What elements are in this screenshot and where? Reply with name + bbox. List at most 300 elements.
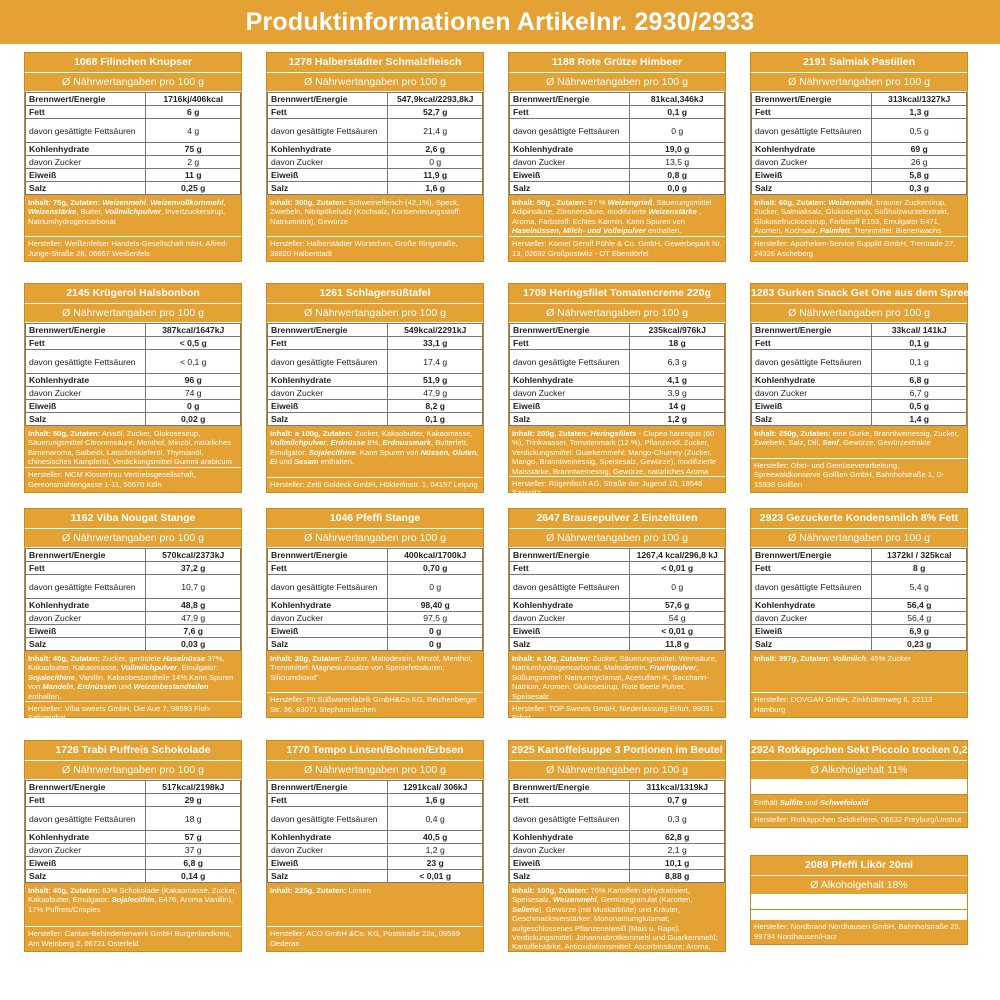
nutrient-label: Fett (268, 337, 388, 350)
nutrient-value: 1,3 g (872, 106, 967, 119)
nutrient-label: davon gesättigte Fettsäuren (752, 575, 872, 599)
nutrition-row (268, 870, 483, 883)
product-card (750, 52, 968, 262)
nutrient-value: 14 g (630, 400, 725, 413)
nutrient-label: davon Zucker (510, 156, 630, 169)
nutrient-value: 47,9 g (388, 387, 483, 400)
nutrient-value: 47,9 g (146, 612, 241, 625)
product-card (266, 283, 484, 493)
nutrient-value: 57,6 g (630, 599, 725, 612)
manufacturer-text: Hersteller: Apotheken-Service Supplitt GmbH, Trentrade 27, 24326 Ascheberg (751, 236, 967, 261)
nutrition-row (268, 807, 483, 831)
nutrition-table (267, 780, 483, 883)
nutrition-row (510, 324, 725, 337)
nutrient-label: Kohlenhydrate (268, 374, 388, 387)
nutrient-value: 81kcal,346kJ (630, 93, 725, 106)
nutrition-row (752, 350, 967, 374)
nutrient-value: 0,25 g (146, 182, 241, 195)
nutrient-value: 0,5 g (872, 400, 967, 413)
product-name: 1261 Schlagersüßtafel (267, 284, 483, 304)
product-name: 1068 Filinchen Knupser (25, 53, 241, 73)
nutrition-row (510, 844, 725, 857)
nutrient-label: Eiweiß (752, 625, 872, 638)
nutrient-value: 4,1 g (630, 374, 725, 387)
nutrient-label: davon gesättigte Fettsäuren (26, 350, 146, 374)
nutrition-table (509, 780, 725, 883)
manufacturer-text: Hersteller: DOVGAN GmbH, Zinkhüttenweg 6, 22113 Hamburg (751, 692, 967, 717)
ingredients-text: Inhalt: 100g, Zutaten: 76% Kartoffeln dehydratisiert, Speisesalz, Weizenmehl, Gemüsegranulat (Karotten, Sellerie), Gewürze (mit Muskatblüte) und Kräuter, Geschmacksverstärker: Mononatriumglutamat; aufgeschlossenes Pflanzeneiweiß (Mais u. Raps), Verdickungsmittel: Johannisbrotkernmehl und Guarkernmehl; Kartoffelstärke, Antioxidationsmittel: Ascorbinsäure; Aroma, Raucharoma. Kann Spuren von Milchbestandteilen enthalten. (512, 886, 718, 971)
nutrient-label: Brennwert/Energie (752, 93, 872, 106)
nutrient-label: Kohlenhydrate (510, 831, 630, 844)
nutrient-label: Eiweiß (268, 857, 388, 870)
nutrient-value: 2,1 g (630, 844, 725, 857)
nutrient-label: Salz (26, 182, 146, 195)
nutrient-label: davon Zucker (26, 387, 146, 400)
nutrient-value: 1716kj/406kcal (146, 93, 241, 106)
nutrient-value: 8,88 g (630, 870, 725, 883)
nutrition-row (752, 143, 967, 156)
nutrient-value: < 0,01 g (388, 870, 483, 883)
nutrient-value: 0,70 g (388, 562, 483, 575)
nutrient-label: davon gesättigte Fettsäuren (268, 119, 388, 143)
nutrition-row (510, 870, 725, 883)
nutrition-row (752, 156, 967, 169)
nutrient-value: < 0,1 g (146, 350, 241, 374)
ingredients-text: Enthält Sulfite und Schwefeloxid (754, 798, 869, 807)
nutrient-value: 8,2 g (388, 400, 483, 413)
nutrition-row (510, 182, 725, 195)
nutrition-row (268, 549, 483, 562)
nutrient-label: Brennwert/Energie (26, 549, 146, 562)
nutrient-label: Salz (752, 638, 872, 651)
product-name: 1709 Heringsfilet Tomatencreme 220g (509, 284, 725, 304)
nutrient-value: 26 g (872, 156, 967, 169)
nutrition-row (26, 870, 241, 883)
nutrient-value: 13,5 g (630, 156, 725, 169)
nutrient-label: Salz (752, 413, 872, 426)
nutrient-label: davon gesättigte Fettsäuren (268, 807, 388, 831)
nutrient-label: Eiweiß (752, 169, 872, 182)
product-name: 1188 Rote Grütze Himbeer (509, 53, 725, 73)
nutrition-row (268, 857, 483, 870)
nutrient-label: davon gesättigte Fettsäuren (510, 350, 630, 374)
nutrient-value: 2 g (146, 156, 241, 169)
nutrient-value: 547,9kcal/2293,8kJ (388, 93, 483, 106)
nutrition-row (26, 638, 241, 651)
ingredients-text: Inhalt: 300g, Zutaten: Schweinefleisch (42,1%), Speck, Zwiebeln, Nitritpökelsalz (Kochsalz, Konservierungsstoff: Natriumnitrit), Gewürze (270, 198, 461, 226)
nutrition-row (510, 337, 725, 350)
nutrient-label: Eiweiß (752, 400, 872, 413)
nutrition-row (26, 337, 241, 350)
nutrient-label: Kohlenhydrate (26, 831, 146, 844)
nutrition-row (752, 413, 967, 426)
nutrient-label: davon gesättigte Fettsäuren (26, 575, 146, 599)
nutrition-row (752, 93, 967, 106)
nutrient-value: 96 g (146, 374, 241, 387)
product-name: 2923 Gezuckerte Kondensmilch 8% Fett (751, 509, 967, 529)
product-name: 1046 Pfeffi Stange (267, 509, 483, 529)
nutrition-table (509, 548, 725, 651)
nutrient-label: Brennwert/Energie (268, 781, 388, 794)
nutrient-value: 8 g (872, 562, 967, 575)
nutrition-row (510, 400, 725, 413)
ingredients-text: Inhalt: 60g, Zutaten: Weizenmehl, brauner Zuckersirup, Zucker, Salmiaksalz, Glukosesirup, Süßholzwurzelextrakt, Glukosefructosesirup, Farbstoff E153, Emulgator E471, Aromen, Kochsalz, Palmfett, Trennmittel: Bienenwachs (754, 198, 949, 236)
nutrition-row (510, 143, 725, 156)
nutrient-label: Eiweiß (510, 857, 630, 870)
nutrient-value: 52,7 g (388, 106, 483, 119)
nutrition-row (268, 169, 483, 182)
nutrient-value: 0 g (388, 575, 483, 599)
nutrition-subheading: Ø Nährwertangaben pro 100 g (267, 304, 483, 323)
manufacturer-text: Hersteller: Viba sweets GmbH, Die Aue 7, 98593 Floh-Seligenthal (25, 701, 241, 726)
nutrition-row (510, 599, 725, 612)
product-card (24, 52, 242, 262)
nutrient-label: Eiweiß (26, 169, 146, 182)
nutrient-value: 1,6 g (388, 182, 483, 195)
nutrient-label: Eiweiß (510, 169, 630, 182)
page-title: Produktinformationen Artikelnr. 2930/2933 (0, 0, 1000, 44)
nutrient-value: 62,8 g (630, 831, 725, 844)
nutrient-label: Brennwert/Energie (510, 781, 630, 794)
nutrition-row (26, 794, 241, 807)
nutrient-value: 1,4 g (872, 413, 967, 426)
product-name: 1726 Trabi Puffreis Schokolade (25, 741, 241, 761)
nutrient-value: 400kcal/1700kJ (388, 549, 483, 562)
nutrient-value: 387kcal/1647kJ (146, 324, 241, 337)
nutrition-row (752, 182, 967, 195)
nutrient-label: Eiweiß (510, 625, 630, 638)
nutrient-label: Brennwert/Energie (752, 549, 872, 562)
nutrition-subheading: Ø Nährwertangaben pro 100 g (25, 529, 241, 548)
nutrition-subheading: Ø Nährwertangaben pro 100 g (509, 529, 725, 548)
nutrition-table (751, 548, 967, 651)
ingredients-text: Inhalt: a 100g, Zutaten: Zucker, Kakaobutter, Kakaomasse, Vollmilchpulver, Erdnüsse 8%, Erdnussmark, Butterfett, Emulgator: Sojalecithine. Kann Spuren von Nüssen, Gluten, Ei und Sesam enthalten. (270, 429, 479, 467)
ingredients-text: Inhalt: 50g , Zutaten: 97 % Weizengrieß, Säuerungsmittel Adipinsäure, Zitronensäure, modifizierte Weizenstärke , Aroma, Farbstoff: Echtes Karmin. Kann Spuren von Haselnüssen, Milch- und Volleipulver enthalten. (512, 198, 712, 236)
nutrient-label: Brennwert/Energie (268, 324, 388, 337)
nutrient-value: 56,4 g (872, 612, 967, 625)
nutrient-label: davon gesättigte Fettsäuren (752, 350, 872, 374)
product-card (508, 283, 726, 498)
nutrient-label: Salz (510, 413, 630, 426)
nutrition-row (26, 169, 241, 182)
product-name: 2145 Krügerol Halsbonbon (25, 284, 241, 304)
nutrient-value: 1291kcal/ 306kJ (388, 781, 483, 794)
nutrient-value: 11,9 g (388, 169, 483, 182)
nutrient-value: 0 g (630, 119, 725, 143)
nutrient-value: 6,8 g (872, 374, 967, 387)
nutrition-row (26, 625, 241, 638)
nutrient-label: davon Zucker (268, 156, 388, 169)
nutrient-label: Fett (752, 562, 872, 575)
product-name: 2924 Rotkäppchen Sekt Piccolo trocken 0,2 l (751, 741, 967, 761)
nutrient-label: Brennwert/Energie (26, 781, 146, 794)
product-card (24, 283, 242, 493)
nutrient-label: Salz (26, 413, 146, 426)
nutrient-value: 40,5 g (388, 831, 483, 844)
nutrient-label: davon Zucker (268, 387, 388, 400)
nutrition-row (26, 156, 241, 169)
ingredients-text: Inhalt: a 10g, Zutaten: Zucker, Säuerungsmittel: Weinsäure, Natriumhydrogencarbonat, Maltodextrin, Fruchtpulver, Süßungsmittel: Natriumcyclamat, Acesulfam-K, Saccharin-Natrium, Aromen, Glukosesirup, Rote Beete Pulver, Speisesalz (512, 654, 717, 701)
manufacturer-text: Hersteller: Komet Gerolf Pöhle & Co. GmbH, Gewerbepark Nr. 13, 02692 Großpostwitz - OT Ebendörfel (509, 236, 725, 261)
product-card (24, 508, 242, 723)
nutrition-row (268, 625, 483, 638)
nutrient-value: 11 g (146, 169, 241, 182)
nutrient-label: Fett (510, 337, 630, 350)
nutrient-label: Salz (752, 182, 872, 195)
product-name: 2191 Salmiak Pastillen (751, 53, 967, 73)
nutrition-table (25, 548, 241, 651)
nutrient-label: Fett (268, 794, 388, 807)
nutrition-row (268, 562, 483, 575)
nutrient-value: 0 g (388, 625, 483, 638)
nutrition-row (510, 169, 725, 182)
nutrient-label: davon Zucker (26, 156, 146, 169)
nutrition-row (26, 831, 241, 844)
nutrient-value: 23 g (388, 857, 483, 870)
ingredients-text: Inhalt: 250g, Zutaten: eine Gurke, Branntweinessig, Zucker, Zwiebeln, Salz, Dill, Senf, Gewürze, Gewürzextrakte (754, 429, 959, 448)
product-card (508, 508, 726, 723)
nutrient-value: 48,8 g (146, 599, 241, 612)
nutrient-label: Salz (268, 870, 388, 883)
nutrient-value: 10,1 g (630, 857, 725, 870)
nutrient-label: Fett (510, 106, 630, 119)
nutrient-value: 98,40 g (388, 599, 483, 612)
nutrient-label: Fett (26, 337, 146, 350)
nutrient-value: 75 g (146, 143, 241, 156)
nutrient-value: 517kcal/2198kJ (146, 781, 241, 794)
nutrient-label: Salz (510, 638, 630, 651)
nutrient-value: 0,3 g (630, 807, 725, 831)
nutrition-row (26, 350, 241, 374)
nutrient-label: Kohlenhydrate (268, 831, 388, 844)
nutrition-table (509, 92, 725, 195)
nutrient-value: 2,6 g (388, 143, 483, 156)
nutrition-row (268, 612, 483, 625)
nutrition-row (510, 794, 725, 807)
nutrient-value: 37 g (146, 844, 241, 857)
product-card (266, 740, 484, 952)
nutrition-row (26, 182, 241, 195)
nutrient-label: Kohlenhydrate (268, 143, 388, 156)
manufacturer-text: Hersteller: Caritas-Behindertenwerk GmbH Burgenlandkreis, Am Weinberg 2, 06721 Osterfeld (25, 926, 241, 951)
ingredients-text: Inhalt: 40g, Zutaten: Zucker, geröstete Haselnüsse 37%, Kakaobutter, Kakaomasse, Vollmilchpulver, Emulgator: Sojalecithine, Vanillin. Kakaobestandteile 14%.Kann Spuren von Mandeln, Erdnüssen und Weizenbestandteilen enthalten. (28, 654, 234, 701)
nutrient-value: 56,4 g (872, 599, 967, 612)
nutrition-row (510, 387, 725, 400)
nutrient-value: 0 g (388, 156, 483, 169)
nutrient-label: Fett (510, 562, 630, 575)
manufacturer-text: Hersteller: Halberstädter Würstchen, Große Ringstraße, 38820 Halberstadt (267, 236, 483, 261)
nutrient-label: Eiweiß (26, 857, 146, 870)
nutrient-value: 1,2 g (388, 844, 483, 857)
empty-area (751, 910, 967, 919)
nutrient-value: 0 g (388, 638, 483, 651)
nutrition-row (26, 844, 241, 857)
nutrition-subheading: Ø Nährwertangaben pro 100 g (267, 73, 483, 92)
manufacturer-text: Hersteller: Obst- und Gemüseverarbeitung, Spreewaldkonserve Golßen GmbH, Bahnhofstraße 1, D-15938 Golßen (751, 458, 967, 492)
nutrition-subheading: Ø Nährwertangaben pro 100 g (751, 304, 967, 323)
nutrition-row (26, 599, 241, 612)
product-name: 1162 Viba Nougat Stange (25, 509, 241, 529)
nutrient-label: Kohlenhydrate (510, 374, 630, 387)
product-card (750, 740, 974, 828)
manufacturer-text: Hersteller: Rotkäppchen Sektkellerei, 06632 Freyburg/Unstrut (751, 812, 967, 827)
nutrition-row (26, 119, 241, 143)
product-card (508, 740, 726, 993)
nutrient-value: 11,8 g (630, 638, 725, 651)
nutrient-label: Fett (268, 106, 388, 119)
nutrient-label: Fett (510, 794, 630, 807)
nutrition-row (510, 119, 725, 143)
nutrition-row (268, 575, 483, 599)
nutrition-subheading: Ø Nährwertangaben pro 100 g (509, 761, 725, 780)
nutrition-row (268, 350, 483, 374)
nutrient-value: 0,1 g (388, 413, 483, 426)
nutrient-value: 69 g (872, 143, 967, 156)
nutrient-value: 33,1 g (388, 337, 483, 350)
nutrient-label: Brennwert/Energie (26, 324, 146, 337)
nutrient-value: 1,6 g (388, 794, 483, 807)
nutrient-label: Eiweiß (510, 400, 630, 413)
manufacturer-text: Hersteller: Weißenfelser Handels-Gesellschaft mbH, Alfred-Junge-Straße 28, 06667 Weißenfels (25, 236, 241, 261)
nutrient-label: Kohlenhydrate (26, 143, 146, 156)
nutrient-value: 97,5 g (388, 612, 483, 625)
product-name: 2925 Kartoffelsuppe 3 Portionen im Beutel (509, 741, 725, 761)
nutrient-value: 6 g (146, 106, 241, 119)
manufacturer-text: Hersteller: Pit Süßwarenfabrik GmbH&Co.KG, Reichenberger Str. 36, 83071 Stephanskirchen (267, 692, 483, 717)
nutrient-value: 4 g (146, 119, 241, 143)
nutrient-value: 1,2 g (630, 413, 725, 426)
ingredients-text: Inhalt: 20g, Zutaten: Zucker, Maltodextrin, Minzöl, Menthol, Trennmittel: Magnesiumsalze von Speisefettsäuren; Siliciumdioxid" (270, 654, 473, 682)
nutrient-value: 51,9 g (388, 374, 483, 387)
nutrition-subheading: Ø Alkoholgehalt 18% (751, 876, 967, 895)
nutrient-value: < 0,01 g (630, 562, 725, 575)
product-card (266, 52, 484, 262)
nutrient-value: 0,02 g (146, 413, 241, 426)
nutrient-value: 0,23 g (872, 638, 967, 651)
nutrition-table (751, 92, 967, 195)
product-card (266, 508, 484, 718)
nutrient-value: 235kcal/976kJ (630, 324, 725, 337)
nutrition-row (268, 400, 483, 413)
nutrition-subheading: Ø Nährwertangaben pro 100 g (25, 73, 241, 92)
nutrition-subheading: Ø Nährwertangaben pro 100 g (267, 761, 483, 780)
nutrient-label: davon Zucker (510, 387, 630, 400)
nutrition-row (510, 638, 725, 651)
manufacturer-text: Hersteller: Rügenfisch AG, Straße der Jugend 10, 18546 Sassnitz (509, 476, 725, 501)
nutrition-row (510, 807, 725, 831)
nutrition-row (510, 549, 725, 562)
nutrient-label: Brennwert/Energie (752, 324, 872, 337)
nutrient-value: 0,1 g (872, 337, 967, 350)
nutrition-row (26, 807, 241, 831)
nutrition-row (268, 794, 483, 807)
nutrition-subheading: Ø Nährwertangaben pro 100 g (751, 73, 967, 92)
nutrition-table (25, 780, 241, 883)
nutrition-row (268, 119, 483, 143)
nutrient-label: davon Zucker (268, 844, 388, 857)
nutrient-label: Fett (26, 106, 146, 119)
nutrient-label: Salz (510, 182, 630, 195)
nutrition-row (26, 413, 241, 426)
nutrient-value: 21,4 g (388, 119, 483, 143)
nutrition-row (268, 638, 483, 651)
nutrient-value: 0 g (146, 400, 241, 413)
product-card (508, 52, 726, 262)
nutrient-value: 7,6 g (146, 625, 241, 638)
nutrition-row (26, 612, 241, 625)
nutrient-label: davon Zucker (752, 387, 872, 400)
nutrient-value: 570kcal/2373kJ (146, 549, 241, 562)
nutrition-row (752, 374, 967, 387)
nutrient-label: davon gesättigte Fettsäuren (26, 119, 146, 143)
nutrient-label: Salz (26, 638, 146, 651)
product-card (750, 283, 968, 493)
nutrient-label: Brennwert/Energie (268, 93, 388, 106)
nutrition-row (752, 324, 967, 337)
nutrition-row (26, 400, 241, 413)
product-name: 1283 Gurken Snack Get One aus dem Spree (751, 284, 967, 304)
nutrient-value: 311kcal/1319kJ (630, 781, 725, 794)
nutrient-value: 5,4 g (872, 575, 967, 599)
nutrition-subheading: Ø Nährwertangaben pro 100 g (25, 761, 241, 780)
nutrition-row (510, 612, 725, 625)
nutrient-label: Eiweiß (268, 400, 388, 413)
nutrient-label: davon Zucker (26, 844, 146, 857)
nutrient-label: Kohlenhydrate (752, 374, 872, 387)
nutrition-row (752, 599, 967, 612)
nutrition-row (268, 387, 483, 400)
nutrient-value: 0,14 g (146, 870, 241, 883)
nutrition-row (268, 182, 483, 195)
nutrient-label: Brennwert/Energie (268, 549, 388, 562)
manufacturer-text: Hersteller: TOP Sweets GmbH, Niederlassung Erfurt, 99091 Erfurt (509, 701, 725, 726)
nutrition-row (268, 781, 483, 794)
nutrient-value: 0,3 g (872, 182, 967, 195)
nutrient-label: Eiweiß (26, 400, 146, 413)
nutrient-value: 0,4 g (388, 807, 483, 831)
manufacturer-text: Hersteller: Nordbrand Nordhausen GmbH, Bahnhofstraße 25, 99734 Nordhausen/Harz (751, 919, 967, 944)
nutrient-value: 5,8 g (872, 169, 967, 182)
nutrient-label: davon gesättigte Fettsäuren (752, 119, 872, 143)
nutrition-table (267, 92, 483, 195)
nutrient-label: davon gesättigte Fettsäuren (510, 119, 630, 143)
nutrient-label: davon Zucker (752, 612, 872, 625)
nutrient-label: Brennwert/Energie (510, 549, 630, 562)
nutrition-row (752, 612, 967, 625)
nutrient-value: < 0,01 g (630, 625, 725, 638)
nutrition-row (510, 562, 725, 575)
nutrient-value: 0,5 g (872, 119, 967, 143)
nutrient-value: 1372kl / 325kcal (872, 549, 967, 562)
nutrient-label: Salz (26, 870, 146, 883)
nutrition-row (268, 374, 483, 387)
nutrient-value: 19,0 g (630, 143, 725, 156)
nutrient-value: 6,8 g (146, 857, 241, 870)
nutrient-label: Eiweiß (268, 169, 388, 182)
nutrient-label: davon Zucker (26, 612, 146, 625)
nutrition-row (752, 119, 967, 143)
nutrient-label: Eiweiß (268, 625, 388, 638)
nutrient-label: davon gesättigte Fettsäuren (26, 807, 146, 831)
manufacturer-text: Hersteller: Zetti Goldeck GmbH, Hölderlinstr. 1, 04157 Leipzig (267, 477, 483, 492)
nutrient-label: Kohlenhydrate (752, 599, 872, 612)
nutrition-row (752, 625, 967, 638)
nutrient-value: 10,7 g (146, 575, 241, 599)
nutrient-label: Eiweiß (26, 625, 146, 638)
nutrition-row (752, 337, 967, 350)
nutrition-subheading: Ø Nährwertangaben pro 100 g (509, 304, 725, 323)
nutrient-value: 6,3 g (630, 350, 725, 374)
